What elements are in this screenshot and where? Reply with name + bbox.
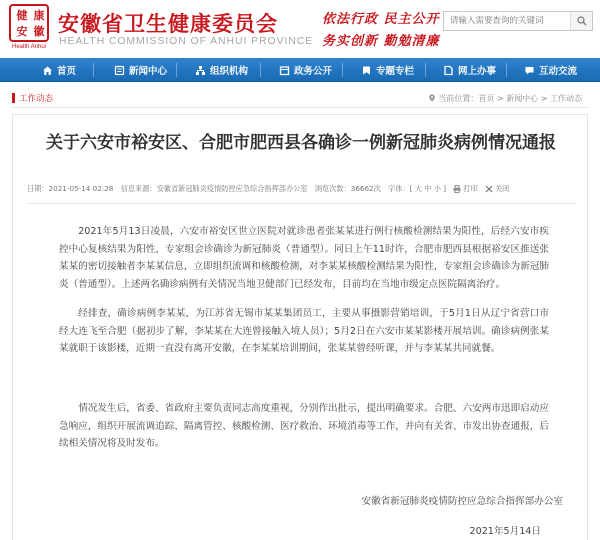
search-icon (577, 16, 587, 26)
nav-item-service[interactable] (443, 58, 496, 82)
home-icon (42, 65, 53, 76)
main-nav (0, 58, 600, 82)
article-meta (27, 184, 575, 198)
nav-item-topic[interactable] (361, 58, 414, 82)
nav-item-org[interactable] (195, 58, 248, 82)
logo-char: 健 (16, 9, 28, 22)
nav-label: 网上办事 (458, 66, 497, 77)
site-logo[interactable] (6, 4, 52, 54)
section-marker (12, 93, 15, 103)
slogan-line-2: 务实创新 勤勉清廉 (322, 34, 440, 49)
logo-char: 徽 (33, 25, 45, 38)
nav-item-chat[interactable] (524, 58, 577, 82)
print-button[interactable]: 打印 (463, 184, 478, 193)
article-title: 关于六安市裕安区、合肥市肥西县各确诊一例新冠肺炎病例情况通报 (46, 133, 556, 153)
search-box (443, 11, 593, 31)
nav-label: 首页 (57, 66, 77, 77)
article-paragraph: 2021年5月13日凌晨，六安市裕安区世立医院对就诊患者张某某进行例行核酸检测结果为阳性，后经六安市疾控中心复核结果为阳性，专家组会诊确诊为新冠肺炎（普通型）。同日上午11时许，合肥市肥西县根据裕安区推送张某某的密切接触者李某某信息，立即组织流调和核酸检测，对李某某核酸检测结果为阳性，专家组会诊确诊为新冠肺炎（普通型）。上述两名确诊病例有关情况当地卫健部门已经发布，目前均在当地市级定点医院隔离治疗。 (59, 226, 549, 290)
nav-item-news[interactable] (114, 58, 167, 82)
site-subtitle: HEALTH COMMISSION OF ANHUI PROVINCE (59, 35, 314, 47)
org-icon (195, 65, 206, 76)
meta-source: 信息来源：安徽省新冠肺炎疫情防控应急综合指挥部办公室 (120, 184, 308, 193)
logo-char: 康 (33, 9, 45, 22)
search-input[interactable] (444, 12, 570, 30)
article-panel (12, 114, 588, 540)
chat-icon (524, 65, 535, 76)
article-paragraph: 情况发生后，省委、省政府主要负责同志高度重视，分别作出批示，提出明确要求。合肥、六安两市迅即启动应急响应，组织开展流调追踪、隔离管控、核酸检测、医疗救治、环境消毒等工作，并向有关省、市发出协查通报，后续相关情况将及时发布。 (59, 403, 549, 449)
nav-label: 互动交流 (539, 66, 578, 77)
meta-views: 浏览次数：36662次 (314, 184, 381, 193)
topic-icon (361, 65, 372, 76)
meta-date: 日期：2021-05-14 02:28 (27, 184, 114, 193)
font-size-control[interactable]: 字体：[ 大 中 小 ] (388, 184, 446, 193)
article-signature: 安徽省新冠肺炎疫情防控应急综合指挥部办公室 (361, 496, 563, 507)
nav-label: 专题专栏 (376, 66, 415, 77)
site-header (0, 0, 600, 58)
section-title (12, 92, 53, 104)
section-label: 工作动态 (19, 94, 54, 104)
breadcrumb (428, 93, 582, 104)
nav-divider (93, 63, 94, 77)
nav-item-gov[interactable] (279, 58, 332, 82)
nav-divider (342, 63, 343, 77)
nav-label: 政务公开 (294, 66, 333, 77)
nav-divider (425, 63, 426, 77)
print-icon[interactable] (453, 185, 461, 193)
article-sign-date: 2021年5月14日 (469, 526, 541, 537)
gov-icon (279, 65, 290, 76)
nav-divider (260, 63, 261, 77)
meta-divider (27, 203, 575, 204)
search-button[interactable] (570, 12, 592, 30)
logo-char: 安 (16, 25, 28, 38)
location-icon (428, 94, 436, 102)
nav-label: 新闻中心 (129, 66, 168, 77)
article-paragraph: 经排查，确诊病例李某某，为江苏省无锡市某某集团员工，主要从事摄影营销培训，于5月1日从辽宁省营口市经大连飞至合肥（据初步了解，李某某在大连曾接触入境人员）；5月2日在六安市某某影楼开展培训。确诊病例张某某就职于该影楼，近期一直没有离开安徽，在李某某培训期间，张某某曾经听课，并与李某某共同就餐。 (59, 308, 549, 354)
service-icon (443, 65, 454, 76)
breadcrumb-bar (12, 92, 588, 108)
site-title: 安徽省卫生健康委员会 (58, 12, 278, 36)
logo-caption: Health Anhui (11, 44, 47, 50)
slogan-line-1: 依法行政 民主公开 (322, 12, 440, 27)
logo-seal (9, 4, 49, 42)
breadcrumb-path[interactable]: 当前位置：首页 > 新闻中心 > 工作动态 (438, 94, 582, 103)
close-icon[interactable] (485, 185, 493, 193)
nav-item-home[interactable] (42, 58, 76, 82)
nav-label: 组织机构 (210, 66, 249, 77)
nav-divider (506, 63, 507, 77)
close-button[interactable]: 关闭 (494, 184, 510, 193)
news-icon (114, 65, 125, 76)
nav-divider (176, 63, 177, 77)
